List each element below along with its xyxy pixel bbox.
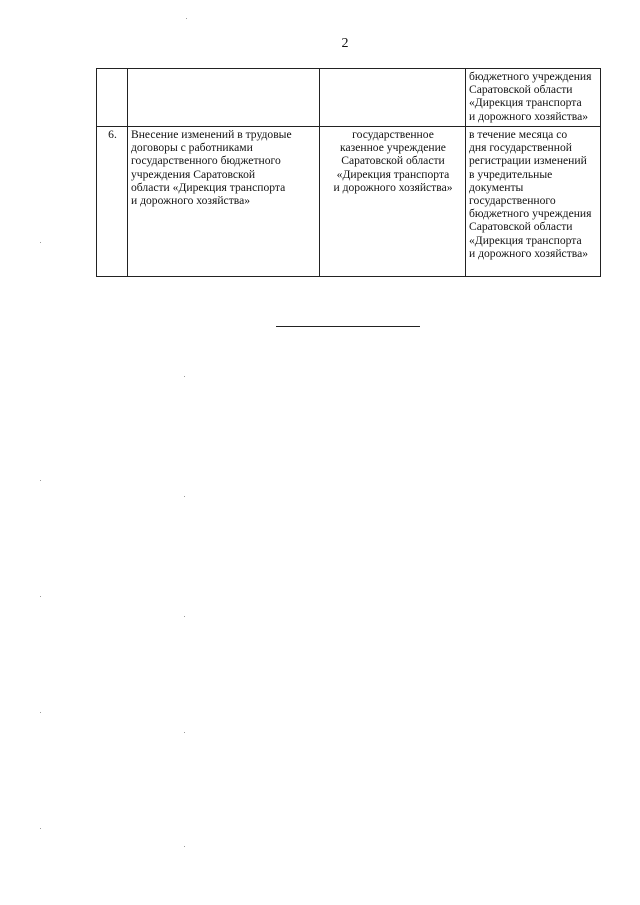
row-number-cell xyxy=(97,69,128,127)
scan-speck xyxy=(184,846,185,847)
term-cell: бюджетного учреждения Саратовской области «Дирекция транспорта и дорожного хозяйства» xyxy=(466,69,601,127)
page-number: 2 xyxy=(341,36,349,51)
row-number-cell: 6. xyxy=(97,127,128,277)
closing-rule-line xyxy=(276,326,420,327)
executor-cell: государственное казенное учреждение Саратовской области «Дирекция транспорта и дорожного хозяйства» xyxy=(320,127,466,277)
scan-speck xyxy=(184,732,185,733)
term-cell: в течение месяца со дня государственной регистрации изменений в учредительные документы государственного бюджетного учреждения Саратовской области «Дирекция транспорта и дорожного хозяйства» xyxy=(466,127,601,277)
scan-speck xyxy=(40,596,41,597)
scan-speck xyxy=(184,616,185,617)
action-cell xyxy=(128,69,320,127)
scan-speck xyxy=(40,828,41,829)
action-cell: Внесение изменений в трудовые договоры с работниками государственного бюджетного учреждения Саратовской области «Дирекция транспорта и дорожного хозяйства» xyxy=(128,127,320,277)
scan-speck xyxy=(184,496,185,497)
executor-cell xyxy=(320,69,466,127)
scan-speck xyxy=(184,376,185,377)
table-row xyxy=(97,127,601,277)
scan-speck xyxy=(40,480,41,481)
scan-speck xyxy=(40,242,41,243)
measures-table xyxy=(96,68,601,277)
scan-speck xyxy=(40,712,41,713)
table-row xyxy=(97,69,601,127)
scan-speck xyxy=(186,18,187,19)
